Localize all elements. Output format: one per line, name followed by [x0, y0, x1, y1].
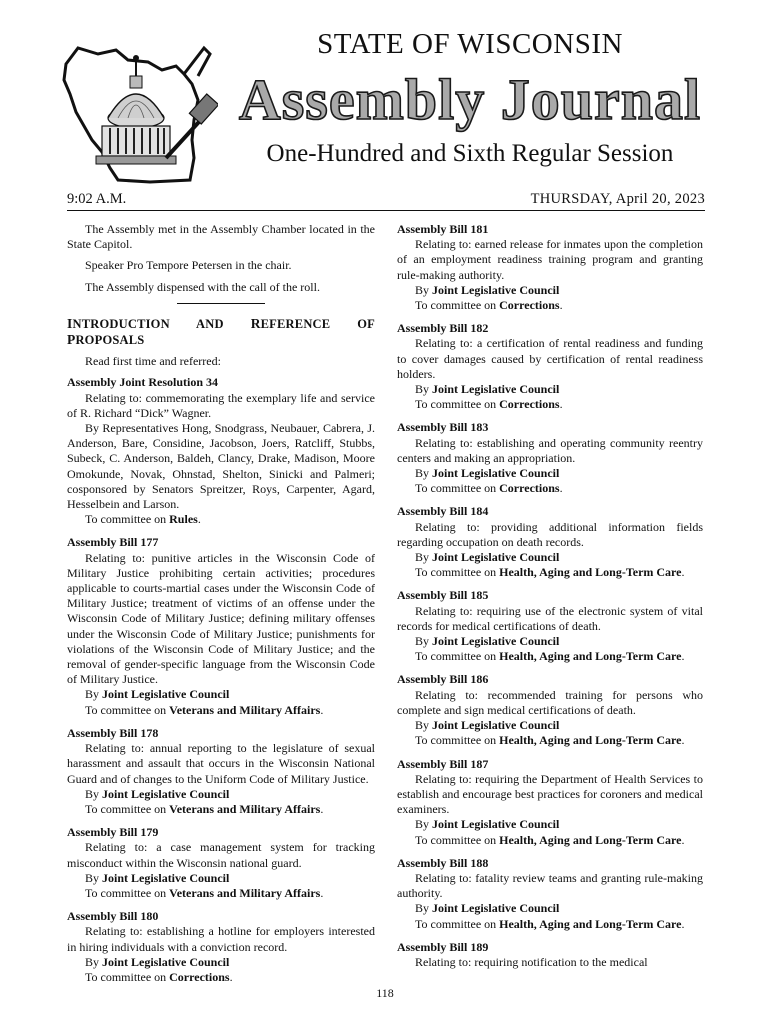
proposal-committee: To committee on Health, Aging and Long-Term Care. — [415, 733, 685, 748]
proposal-relating: Relating to: fatality review teams and granting rule-making authority. — [397, 870, 703, 901]
proposal-sponsors: By Representatives Hong, Snodgrass, Neubauer, Cabrera, J. Anderson, Bare, Considine, Jacobson, Joers, Ratcliff, Stubbs, Subeck, C. Anderson, Baldeh, Clancy, Drake, Madison, Moore Omokunde, Novak, Ohnstad, Shelton, Sinicki and Palmeri; cosponsored by Senators Spreitzer, Roys, Carpenter, Agard, Hesselbein and Larson. — [67, 421, 375, 512]
section-heading: INTRODUCTION AND REFERENCE OF PROPOSALS — [67, 315, 375, 348]
proposal-title: Assembly Bill 177 — [67, 535, 159, 550]
proposal-item — [397, 672, 703, 748]
proposal-committee: To committee on Veterans and Military Affairs. — [85, 801, 324, 816]
proposal-item — [67, 909, 375, 985]
session-title: One-Hundred and Sixth Regular Session — [266, 140, 674, 167]
proposal-relating: Relating to: establishing and operating community reentry centers and making an appropriation. — [397, 435, 703, 465]
proposal-item — [397, 321, 703, 412]
proposal-relating: Relating to: a case management system for tracking misconduct within the Wisconsin national guard. — [67, 840, 375, 870]
proposal-sponsor: By Joint Legislative Council — [415, 718, 560, 733]
proposal-committee: To committee on Health, Aging and Long-Term Care. — [415, 649, 685, 664]
proposal-item — [67, 726, 375, 817]
proposal-relating: Relating to: earned release for inmates upon the completion of an employment readiness training program and granting rule-making authority. — [397, 237, 703, 282]
proposal-sponsor: By Joint Legislative Council — [85, 786, 230, 801]
proposal-sponsor: By Joint Legislative Council — [415, 382, 560, 397]
proposal-title: Assembly Bill 186 — [397, 672, 489, 687]
proposal-title: Assembly Bill 189 — [397, 939, 489, 954]
page-number: 118 — [376, 986, 394, 1000]
proposal-relating: Relating to: annual reporting to the legislature of sexual harassment and assault that occurs in the Wisconsin National Guard and of changes to the Uniform Code of Military Justice. — [67, 741, 375, 786]
proposal-committee: To committee on Corrections. — [415, 481, 563, 496]
proposal-title: Assembly Bill 183 — [397, 420, 489, 435]
proposal-relating: Relating to: providing additional information fields regarding occupation on death records. — [397, 519, 703, 549]
proposal-sponsor: By Joint Legislative Council — [415, 282, 560, 297]
proposal-title: Assembly Bill 182 — [397, 321, 489, 336]
proposal-sponsor: By Joint Legislative Council — [415, 634, 560, 649]
proposal-item — [397, 420, 703, 496]
proposal-relating: Relating to: a certification of rental readiness and funding to cover damages caused by certification of rental readiness holders. — [397, 336, 703, 381]
proposal-relating: Relating to: establishing a hotline for employers interested in hiring individuals with a conviction record. — [67, 924, 375, 954]
proposal-relating: Relating to: recommended training for persons who complete and sign medical certifications of death. — [397, 687, 703, 717]
proposal-item — [67, 535, 375, 717]
proposal-relating: Relating to: requiring notification to the medical — [415, 954, 648, 969]
proposal-sponsor: By Joint Legislative Council — [415, 901, 560, 916]
intro-paragraph: The Assembly dispensed with the call of the roll. — [85, 279, 320, 294]
proposal-sponsor: By Joint Legislative Council — [85, 954, 230, 969]
proposal-item — [397, 856, 703, 932]
intro-paragraph: The Assembly met in the Assembly Chamber located in the State Capitol. — [67, 222, 375, 252]
proposal-item — [67, 825, 375, 901]
proposal-item — [67, 375, 375, 527]
wisconsin-capitol-logo — [58, 40, 218, 190]
proposal-item — [397, 588, 703, 664]
proposal-relating: Relating to: punitive articles in the Wisconsin Code of Military Justice prohibiting certain activities; procedures applicable to courts-martial cases under the Wisconsin Code of Military Justice; treatment of victims of an offense under the Wisconsin Code of Military Justice; defining military offenses under the Wisconsin Code of Military Justice; punishments for violations of the Wisconsin Code of Military Justice; and the removal of gender-specific language from the Wisconsin Code of Military Justice. — [67, 550, 375, 687]
state-title: STATE OF WISCONSIN — [317, 28, 623, 60]
section-subtitle: Read first time and referred: — [85, 354, 221, 369]
proposal-title: Assembly Bill 181 — [397, 222, 489, 236]
proposal-sponsor: By Joint Legislative Council — [415, 817, 560, 832]
proposal-committee: To committee on Veterans and Military Affairs. — [85, 702, 324, 717]
proposal-title: Assembly Bill 185 — [397, 588, 489, 603]
proposal-committee: To committee on Corrections. — [85, 969, 233, 984]
proposal-title: Assembly Bill 180 — [67, 909, 159, 924]
intro-paragraph: Speaker Pro Tempore Petersen in the chair. — [85, 258, 292, 273]
proposal-sponsor: By Joint Legislative Council — [85, 687, 230, 702]
proposal-relating: Relating to: commemorating the exemplary life and service of R. Richard “Dick” Wagner. — [67, 390, 375, 420]
proposal-item — [397, 940, 703, 970]
proposal-title: Assembly Bill 188 — [397, 855, 489, 870]
proposal-item — [397, 504, 703, 580]
proposal-committee: To committee on Rules. — [85, 512, 201, 527]
proposal-relating: Relating to: requiring use of the electronic system of vital records for medical certifications of death. — [397, 603, 703, 633]
proposal-title: Assembly Bill 179 — [67, 825, 159, 840]
section-divider — [177, 303, 265, 304]
proposal-sponsor: By Joint Legislative Council — [85, 870, 230, 885]
proposal-item — [397, 757, 703, 848]
proposal-title: Assembly Bill 187 — [397, 756, 489, 771]
proposal-committee: To committee on Corrections. — [415, 397, 563, 412]
proposal-sponsor: By Joint Legislative Council — [415, 466, 560, 481]
right-column — [397, 222, 703, 978]
proposal-item — [397, 222, 703, 313]
proposal-title: Assembly Bill 184 — [397, 504, 489, 519]
session-time: 9:02 A.M. — [67, 191, 127, 207]
proposal-committee: To committee on Health, Aging and Long-Term Care. — [415, 832, 685, 847]
proposal-committee: To committee on Corrections. — [415, 298, 563, 313]
dateline — [67, 190, 705, 211]
journal-title: Assembly Journal — [238, 67, 702, 132]
proposal-relating: Relating to: requiring the Department of Health Services to establish and encourage best practices for coroners and medical examiners. — [397, 771, 703, 817]
masthead — [0, 0, 770, 190]
left-column — [67, 222, 375, 993]
session-date: THURSDAY, April 20, 2023 — [530, 191, 705, 207]
proposal-title: Assembly Joint Resolution 34 — [67, 375, 219, 390]
proposal-sponsor: By Joint Legislative Council — [415, 550, 560, 565]
proposal-title: Assembly Bill 178 — [67, 725, 159, 740]
proposal-committee: To committee on Health, Aging and Long-Term Care. — [415, 916, 685, 931]
proposal-committee: To committee on Health, Aging and Long-Term Care. — [415, 565, 685, 580]
proposal-committee: To committee on Veterans and Military Affairs. — [85, 885, 324, 900]
